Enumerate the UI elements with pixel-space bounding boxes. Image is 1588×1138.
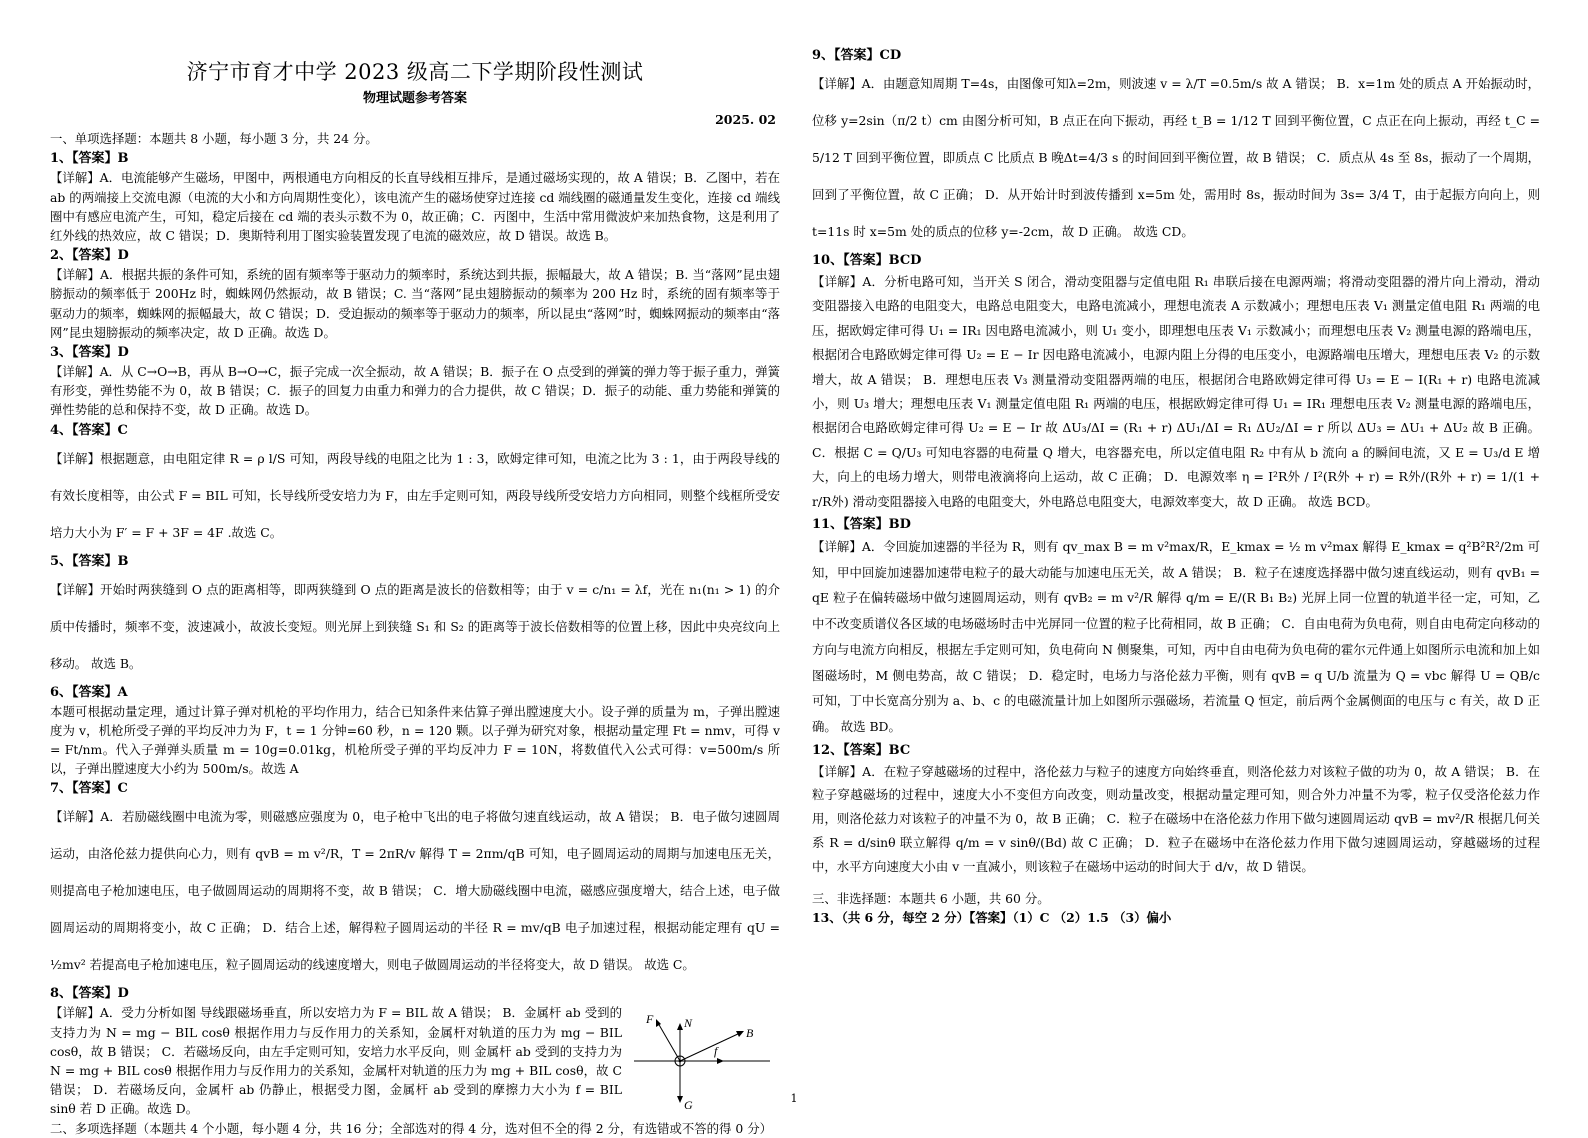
q11-explanation: 【详解】A．令回旋加速器的半径为 R，则有 qv_max B = m v²max/R，E_kmax = ½ m v²max 解得 E_kmax = q²B²R²/2m 可知，甲中回旋加速器加速带电粒子的最大动能与加速电压无关，故 A 错误； B．粒子在速度选择器中做匀速直线运动，则有 qvB₁ = qE 粒子在偏转磁场中做匀速圆周运动，则有 qvB₂ = m v²/R 解得 q/m = E/(R B₁ B₂) 光屏上同一位置的轨道半径一定，可知，乙中不改变质谱仪各区域的电场磁场时击中光屏同一位置的粒子比荷相同，故 B 正确； C．自由电荷为负电荷，则自由电荷定向移动的方向与电流方向相反，根据左手定则可知，负电荷向 N 侧聚集，可知，丙中自由电荷为负电荷的霍尔元件通上如图所示电流和加上如图磁场时，M 侧电势高，故 C 错误； D．稳定时，电场力与洛伦兹力平衡，则有 qvB = q U/b 流量为 Q = vbc 解得 U = QB/c 可知，丁中长宽高分别为 a、b、c 的电磁流量计加上如图所示强磁场，若流量 Q 恒定，前后两个金属侧面的电压与 c 有关，故 D 正确。 故选 BD。: [812, 539, 1540, 734]
q2-answer: 2、【答案】D: [50, 248, 129, 264]
label-B: B: [746, 1026, 754, 1041]
q5-answer: 5、【答案】B: [50, 553, 129, 569]
exam-date: 2025. 02: [715, 112, 776, 127]
q9-explanation: 【详解】A．由题意知周期 T=4s，由图像可知λ=2m，则波速 v = λ/T =0.5m/s 故 A 错误； B．x=1m 处的质点 A 开始振动时，位移 y=2sin（π/2 t）cm 由图分析可知，B 点正在向下振动，再经 t_B = 1/12 T 回到平衡位置，C 点正在向上振动，再经 t_C = 5/12 T 回到平衡位置，即质点 C 比质点 B 晚Δt=4/3 s 的时间回到平衡位置，故 B 错误； C．质点从 4s 至 8s，振动了一个周期，回到了平衡位置，故 C 正确； D．从开始计时到波传播到 x=5m 处，需用时 8s，振动时间为 3s= 3/4 T，由于起振方向向上，则 t=11s 时 x=5m 处的质点的位移 y=-2cm，故 D 正确。 故选 CD。: [812, 76, 1540, 239]
q6-answer: 6、【答案】A: [50, 684, 128, 700]
q6-explanation: 本题可根据动量定理，通过计算子弹对机枪的平均作用力，结合已知条件来估算子弹出膛速度大小。设子弹的质量为 m，子弹出膛速度为 v，机枪所受子弹的平均反冲力为 F，t = 1 分钟=60 秒，n = 120 颗。以子弹为研究对象，根据动量定理 Ft = nmv，可得 v = Ft/nm。代入子弹弹头质量 m = 10g=0.01kg，机枪所受子弹的平均反冲力 F = 10N，将数值代入公式可得：v=500m/s 所以，子弹出膛速度大小约为 500m/s。故选 A: [50, 703, 780, 777]
q10-answer: 10、【答案】BCD: [812, 253, 922, 268]
force-F-arrow: [658, 1023, 680, 1061]
page-subtitle: 物理试题参考答案: [362, 91, 467, 106]
q1-explanation: 【详解】A．电流能够产生磁场，甲图中，两根通电方向相反的长直导线相互排斥，是通过磁场实现的，故 A 错误；B．乙图中，若在 ab 的两端接上交流电源（电流的大小和方向周期性变化），该电流产生的磁场使穿过连接 cd 端线圈的磁通量发生变化，连接 cd 端线圈中有感应电流产生，可知，稳定后接在 cd 端的表头示数不为 0，故正确；C．丙图中，生活中常用微波炉来加热食物，这是利用了红外线的热效应，故 C 错误；D．奥斯特利用丁图实验装置发现了电流的磁效应，故 D 错误。故选 B。: [50, 170, 780, 244]
page-title: 济宁市育才中学 2023 级高二下学期阶段性测试: [186, 60, 644, 84]
section-2-heading: 二、多项选择题（本题共 4 个小题，每小题 4 分，共 16 分；全部选对的得 4 分，选对但不全的得 2 分，有选错或不答的得 0 分）: [50, 1120, 772, 1136]
q13-answer: 13、（共 6 分，每空 2 分）【答案】（1）C （2）1.5 （3）偏小: [812, 909, 1172, 925]
right-column: [812, 0, 1540, 927]
page-number: 1: [790, 1092, 798, 1105]
q3-explanation: 【详解】A．从 C→O→B，再从 B→O→C，振子完成一次全振动，故 A 错误；B．振子在 O 点受到的弹簧的弹力等于振子重力，弹簧有形变，弹性势能不为 0，故 B 错误；C．振子的回复力由重力和弹力的合力提供，故 C 错误；D．振子的动能、重力势能和弹簧的弹性势能的总和保持不变，故 D 正确。故选 D。: [50, 364, 780, 418]
q9-answer: 9、【答案】CD: [812, 48, 902, 63]
label-N: N: [684, 1016, 693, 1031]
q1-answer: 1、【答案】B: [50, 151, 129, 167]
section-1-heading: 一、单项选择题：本题共 8 小题，每小题 3 分，共 24 分。: [50, 131, 378, 147]
q5-explanation: 【详解】开始时两狭缝到 O 点的距离相等，即两狭缝到 O 点的距离是波长的倍数相等；由于 v = c/n₁ = λf，光在 n₁(n₁ > 1) 的介质中传播时，频率不变，波速减小，故波长变短。则光屏上到狭缝 S₁ 和 S₂ 的距离等于波长倍数相等的位置上移，因此中央亮纹向上移动。 故选 B。: [50, 581, 780, 671]
field-B-arrow: [680, 1033, 740, 1061]
q4-answer: 4、【答案】C: [50, 422, 128, 438]
left-column: [50, 0, 780, 1138]
label-G: G: [684, 1098, 693, 1113]
q8-explanation: 【详解】A．受力分析如图 导线跟磁场垂直，所以安培力为 F = BIL 故 A 错误； B．金属杆 ab 受到的支持力为 N = mg − BIL cosθ 根据作用力与反作用力的关系知，金属杆对轨道的压力为 mg − BIL cosθ，故 B 错误； C．若磁场反向，由左手定则可知，安培力水平反向，则 金属杆 ab 受到的支持力为 N = mg + BIL cosθ 根据作用力与反作用力的关系知，金属杆对轨道的压力为 mg + BIL cosθ，故 C 错误； D．若磁场反向，金属杆 ab 仍静止，根据受力图，金属杆 ab 受到的摩擦力大小为 f = BIL sinθ 若 D 正确。故选 D。: [50, 1005, 622, 1117]
q12-explanation: 【详解】A．在粒子穿越磁场的过程中，洛伦兹力与粒子的速度方向始终垂直，则洛伦兹力对该粒子做的功为 0，故 A 错误； B．在粒子穿越磁场的过程中，速度大小不变但方向改变，则动量改变，根据动量定理可知，则合外力冲量不为零，粒子仅受洛伦兹力作用，则洛伦兹力对该粒子的冲量不为 0，故 B 正确； C．粒子在磁场中在洛伦兹力作用下做匀速圆周运动 qvB = mv²/R 根据几何关系 R = d/sinθ 联立解得 q/m = v sinθ/(Bd) 故 C 正确； D．粒子在磁场中在洛伦兹力作用下做匀速圆周运动，穿越磁场的过程中，水平方向速度大小由 v 一直减小，则该粒子在磁场中运动的时间大于 d/v，故 D 错误。: [812, 763, 1540, 874]
q4-explanation: 【详解】根据题意，由电阻定律 R = ρ l/S 可知，两段导线的电阻之比为 1 : 3，欧姆定律可知，电流之比为 3 : 1，由于两段导线的有效长度相等，由公式 F = BIL 可知，长导线所受安培力为 F，由左手定则可知，两段导线所受安培力方向相同，则整个线框所受安培力大小为 F′ = F + 3F = 4F .故选 C。: [50, 450, 780, 540]
q11-answer: 11、【答案】BD: [812, 517, 911, 533]
label-F: F: [646, 1012, 654, 1027]
q12-answer: 12、【答案】BC: [812, 742, 911, 758]
q2-explanation: 【详解】A．根据共振的条件可知，系统的固有频率等于驱动力的频率时，系统达到共振，振幅最大，故 A 错误；B. 当“落网”昆虫翅膀振动的频率低于 200Hz 时，蜘蛛网仍然振动，故 B 错误；C. 当“落网”昆虫翅膀振动的频率为 200 Hz 时，系统的固有频率等于驱动力的频率，蜘蛛网的振幅最大，故 C 错误；D．受迫振动的频率等于驱动力的频率，所以昆虫“落网”时，蜘蛛网振动的频率由“落网”昆虫翅膀振动的频率决定，故 D 正确。故选 D。: [50, 267, 780, 340]
q7-answer: 7、【答案】C: [50, 781, 128, 797]
section-3-heading: 三、非选择题：本题共 6 小题，共 60 分。: [812, 890, 1050, 906]
q8-answer: 8、【答案】D: [50, 986, 129, 1002]
label-f: f: [714, 1044, 718, 1059]
q3-answer: 3、【答案】D: [50, 345, 129, 361]
q10-explanation: 【详解】A．分析电路可知，当开关 S 闭合，滑动变阻器与定值电阻 R₁ 串联后接在电源两端；将滑动变阻器的滑片向上滑动，滑动变阻器接入电路的电阻变大，电路总电阻变大，电路电流减小，理想电流表 A 示数减小；理想电压表 V₁ 测量定值电阻 R₁ 两端的电压，据欧姆定律可得 U₁ = IR₁ 因电路电流减小，则 U₁ 变小，即理想电压表 V₁ 示数减小；而理想电压表 V₂ 测量电源的路端电压，根据闭合电路欧姆定律可得 U₂ = E − Ir 因电路电流减小，电源内阻上分得的电压变小，电源路端电压增大，理想电压表 V₂ 的示数增大，故 A 错误； B．理想电压表 V₃ 测量滑动变阻器两端的电压，根据闭合电路欧姆定律可得 U₃ = E − I(R₁ + r) 电路电流减小，则 U₃ 增大；理想电压表 V₁ 测量定值电阻 R₁ 两端的电压，根据欧姆定律可得 U₁ = IR₁ 理想电压表 V₂ 测量电源的路端电压，根据闭合电路欧姆定律可得 U₂ = E − Ir 故 ΔU₃/ΔI = (R₁ + r) ΔU₁/ΔI = R₁ ΔU₂/ΔI = r 所以 ΔU₃ = ΔU₁ + ΔU₂ 故 B 正确。 C．根据 C = Q/U₃ 可知电容器的电荷量 Q 增大，电容器充电，所以定值电阻 R₂ 中有从 b 流向 a 的瞬间电流，又 E = U₃/d E 增大，向上的电场力增大，则带电液滴将向上运动，故 C 正确； D．电源效率 η = I²R外 / I²(R外 + r) = R外/(R外 + r) = 1/(1 + r/R外) 滑动变阻器接入电路的电阻变大，外电路总电阻变大，电源效率变大，故 D 正确。 故选 BCD。: [812, 274, 1540, 509]
q7-explanation: 【详解】A．若励磁线圈中电流为零，则磁感应强度为 0，电子枪中飞出的电子将做匀速直线运动，故 A 错误； B．电子做匀速圆周运动，由洛伦兹力提供向心力，则有 qvB = m v²/R，T = 2πR/v 解得 T = 2πm/qB 可知，电子圆周运动的周期与加速电压无关，则提高电子枪加速电压，电子做圆周运动的周期将不变，故 B 错误； C．增大励磁线圈中电流，磁感应强度增大，结合上述，电子做圆周运动的周期将变小，故 C 正确； D．结合上述，解得粒子圆周运动的半径 R = mv/qB 电子加速过程，根据动能定理有 qU = ½mv² 若提高电子枪加速电压，粒子圆周运动的线速度增大，则电子做圆周运动的半径将变大，故 D 错误。 故选 C。: [50, 809, 780, 973]
